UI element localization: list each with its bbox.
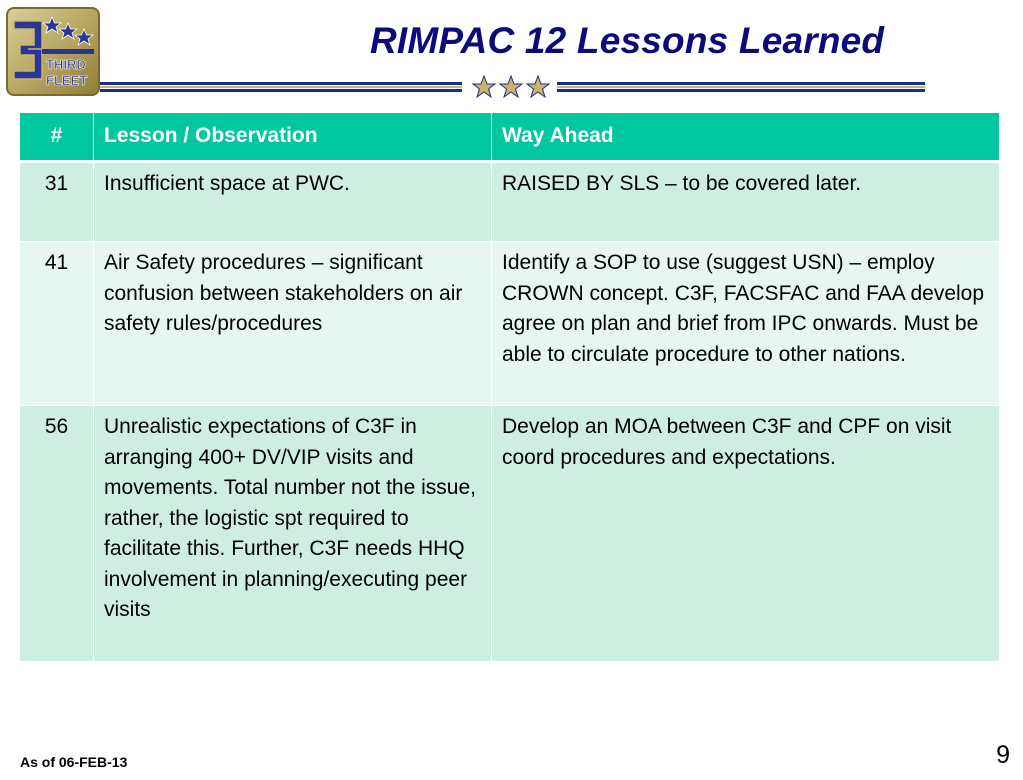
page-number: 9 <box>996 741 1010 769</box>
table-row <box>20 406 1000 662</box>
column-header-way-ahead: Way Ahead <box>492 113 1000 162</box>
row-number: 56 <box>20 406 94 662</box>
table-row <box>20 242 1000 406</box>
column-header-number: # <box>20 113 94 162</box>
lesson-cell: Air Safety procedures – significant confusion between stakeholders on air safety rules/procedures <box>94 242 492 406</box>
third-fleet-emblem-icon <box>8 9 98 94</box>
lesson-cell: Insufficient space at PWC. <box>94 162 492 242</box>
third-fleet-logo <box>6 7 100 96</box>
logo-text-third: THIRD <box>46 57 86 72</box>
way-ahead-cell: RAISED BY SLS – to be covered later. <box>492 162 1000 242</box>
footer-date: As of 06-FEB-13 <box>20 754 128 770</box>
page-title: RIMPAC 12 Lessons Learned <box>370 20 885 61</box>
way-ahead-cell: Develop an MOA between C3F and CPF on visit coord procedures and expectations. <box>492 406 1000 662</box>
column-header-lesson: Lesson / Observation <box>94 113 492 162</box>
way-ahead-cell: Identify a SOP to use (suggest USN) – employ CROWN concept. C3F, FACSFAC and FAA develop agree on plan and brief from IPC onwards. Must be able to circulate procedure to other nations. <box>492 242 1000 406</box>
table-row <box>20 162 1000 242</box>
three-stars-icon <box>470 74 552 100</box>
lessons-table <box>19 112 1000 662</box>
row-number: 31 <box>20 162 94 242</box>
table-header-row <box>20 113 1000 162</box>
lesson-cell: Unrealistic expectations of C3F in arranging 400+ DV/VIP visits and movements. Total number not the issue, rather, the logistic spt required to facilitate this. Further, C3F needs HHQ involvement in planning/executing peer visits <box>94 406 492 662</box>
logo-text-fleet: FLEET <box>46 73 88 88</box>
row-number: 41 <box>20 242 94 406</box>
header-rule-right <box>557 82 925 92</box>
header-rule-left <box>100 82 462 92</box>
